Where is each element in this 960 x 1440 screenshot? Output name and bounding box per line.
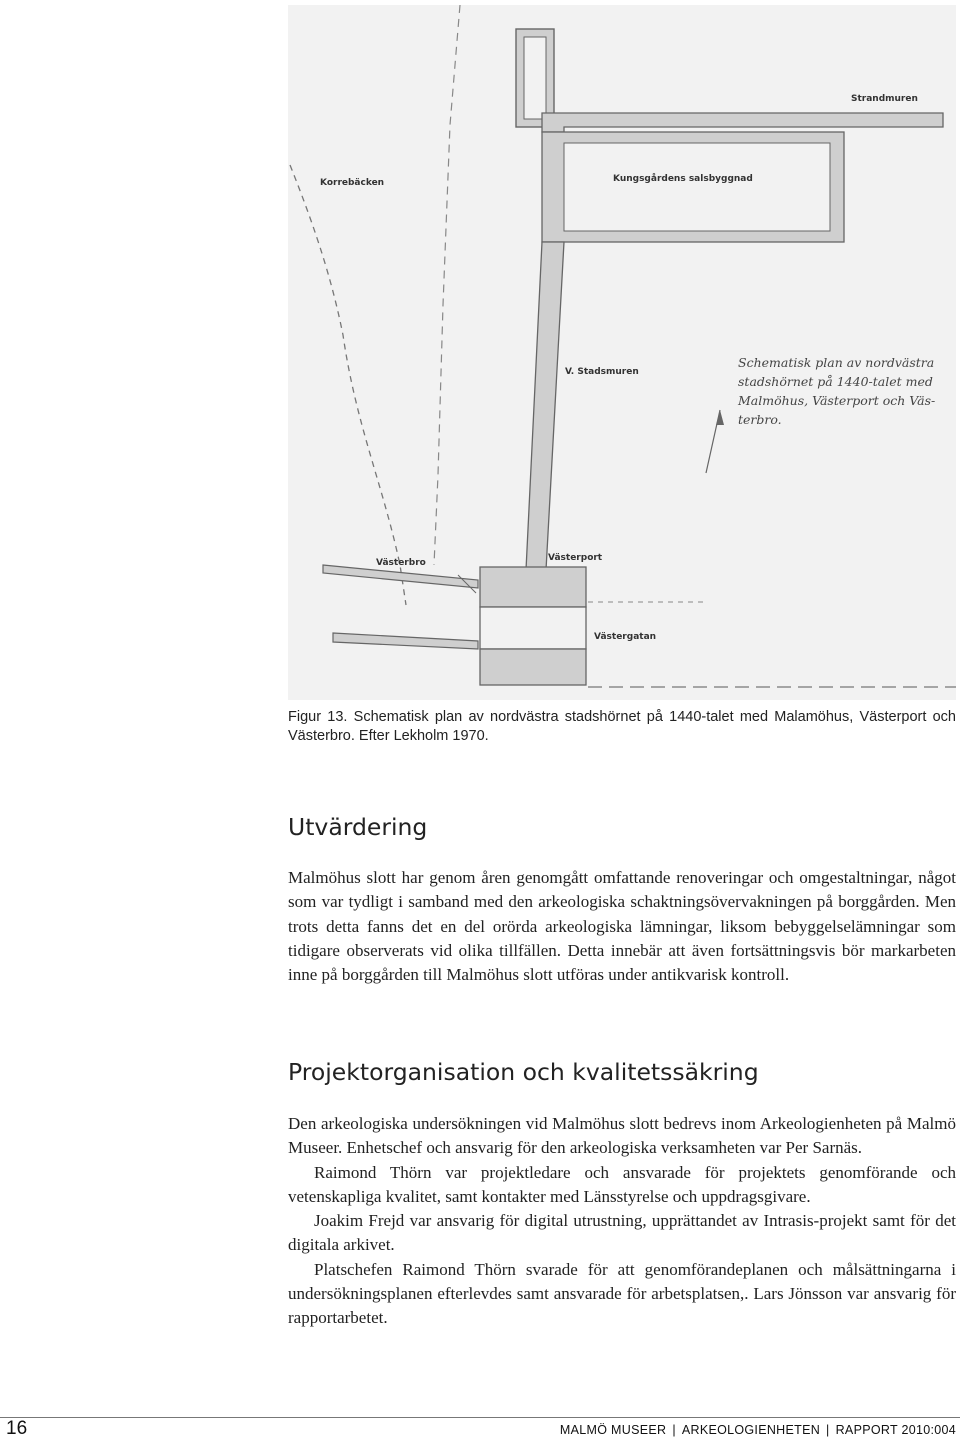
tower-inner xyxy=(524,37,546,119)
footer-publisher: MALMÖ MUSEER xyxy=(559,1423,667,1437)
running-footer xyxy=(560,1423,956,1437)
korrebacken-line xyxy=(290,165,406,605)
figure-map xyxy=(288,5,956,700)
footer-rule xyxy=(0,1417,960,1418)
heading-utvardering: Utvärdering xyxy=(288,813,428,841)
paragraph: Den arkeologiska undersökningen vid Malmöhus slott bedrevs inom Arkeologienheten på Malmö Museer. Enhetschef och ansvarig för den arkeologiska verksamheten var Per Sarnäs. xyxy=(288,1114,956,1158)
paragraph: Joakim Frejd var ansvarig för digital utrustning, upprättandet av Intrasis-projekt samt för det digitala arkivet. xyxy=(288,1211,956,1255)
schematic-plan xyxy=(288,5,956,700)
paragraph: Raimond Thörn var projektledare och ansvarade för projektets genomförande och vetenskapliga kvalitet, samt kontakter med Länsstyrelse och uppdragsgivare. xyxy=(288,1162,956,1206)
heading-projektorganisation: Projektorganisation och kvalitetssäkring xyxy=(288,1058,759,1086)
note-line-2: stadshörnet på 1440-talet med xyxy=(738,374,933,389)
label-vastergatan: Västergatan xyxy=(594,632,657,642)
label-vasterbro: Västerbro xyxy=(376,558,426,568)
vasterport-block xyxy=(480,567,586,607)
paragraph: Platschefen Raimond Thörn svarade för att genomförandeplanen och målsättningarna i undersökningsplanen efterlevdes samt ansvarade för arbetsplatsen,. Lars Jönsson var ansvarig för rapportarbetet. xyxy=(288,1259,956,1328)
lower-left-strip xyxy=(333,633,478,649)
figure-caption: Figur 13. Schematisk plan av nordvästra stadshörnet på 1440-talet med Malamöhus, Västerport och Västerbro. Efter Lekholm 1970. xyxy=(288,709,956,744)
paragraph: Malmöhus slott har genom åren genomgått omfattande renoveringar och omgestaltningar, något som var tydligt i samband med den arkeologiska schaktningsövervakningen på borggården. Men trots detta fanns det en del orörda arkeologiska lämningar, liksom bebyggelselämningar som tidigare observerats vid olika tillfällen. Detta innebär att även fortsättningsvis bör markarbeten inne på borggården till Malmöhus slott utföras under antikvarisk kontroll. xyxy=(288,868,956,985)
lower-block xyxy=(480,649,586,685)
strandmuren-wall xyxy=(542,113,943,132)
label-korrebacken: Korrebäcken xyxy=(320,178,385,188)
vastergatan-block xyxy=(480,607,586,649)
section-projektorganisation xyxy=(288,1112,956,1331)
north-arrow-head xyxy=(716,410,724,425)
footer-separator: | xyxy=(672,1423,676,1437)
kungsgarden-inner xyxy=(564,143,830,231)
label-stadsmuren: V. Stadsmuren xyxy=(565,367,639,377)
label-strandmuren: Strandmuren xyxy=(851,94,918,104)
footer-separator: | xyxy=(826,1423,830,1437)
label-kungsgarden: Kungsgårdens salsbyggnad xyxy=(613,174,753,184)
footer-unit: ARKEOLOGIENHETEN xyxy=(681,1423,821,1437)
note-line-1: Schematisk plan av nordvästra xyxy=(738,355,935,370)
footer-report: RAPPORT 2010:004 xyxy=(835,1423,956,1437)
page-number: 16 xyxy=(6,1418,28,1439)
stadsmuren-wall xyxy=(526,242,564,570)
note-line-4: terbro. xyxy=(738,412,782,427)
note-line-3: Malmöhus, Västerport och Väs- xyxy=(738,393,936,408)
label-vasterport: Västerport xyxy=(548,553,603,563)
dashed-boundary-line xyxy=(434,5,460,565)
section-utvardering xyxy=(288,866,956,987)
